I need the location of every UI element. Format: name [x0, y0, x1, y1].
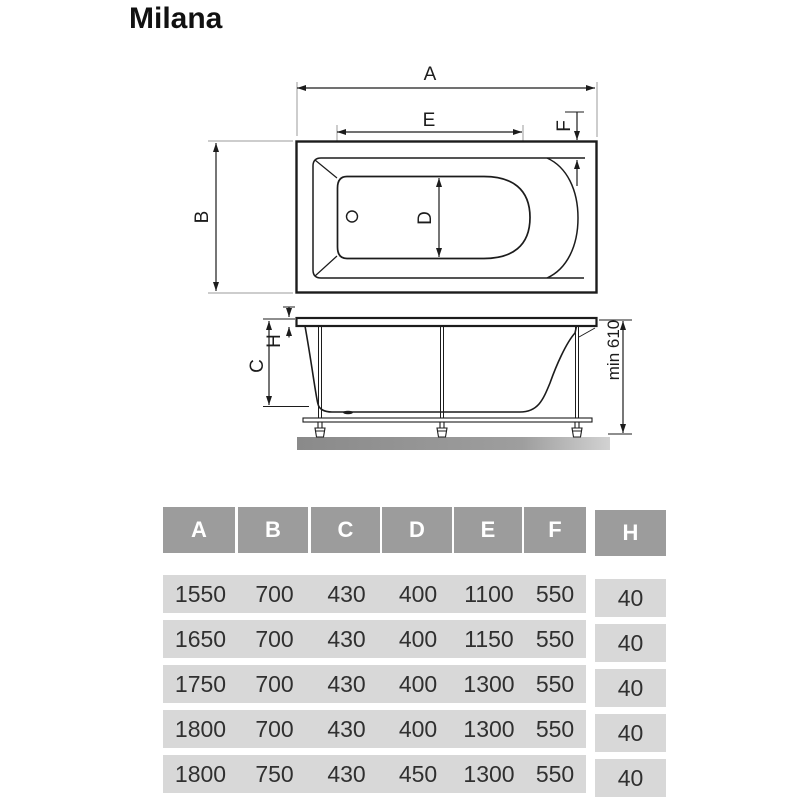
- frame-brace: [579, 328, 595, 337]
- cell-h: 40: [595, 624, 666, 662]
- cell-h: 40: [595, 714, 666, 752]
- cell-e: 1300: [463, 715, 515, 742]
- cell-c: 430: [327, 715, 366, 742]
- cell-e: 1300: [463, 760, 515, 787]
- column-header-e: E: [454, 507, 522, 553]
- dim-label-a: A: [423, 64, 437, 85]
- cell-b: 750: [255, 760, 294, 787]
- drain-profile: [343, 411, 353, 414]
- side-view: [247, 307, 632, 450]
- dim-label-f: F: [554, 120, 575, 132]
- outer-rim-rect: [297, 142, 597, 293]
- cell-e: 1100: [464, 580, 514, 607]
- cell-b: 700: [255, 625, 294, 652]
- product-title: Milana: [129, 2, 223, 35]
- dim-label-c: C: [247, 359, 268, 373]
- cell-a: 1550: [174, 580, 227, 607]
- cell-c: 430: [327, 625, 366, 652]
- row-band: [163, 575, 586, 613]
- cell-e: 1150: [464, 625, 514, 652]
- cell-a: 1800: [174, 715, 227, 742]
- cell-f: 550: [535, 580, 575, 607]
- column-header-f: F: [524, 507, 586, 553]
- top-view: [192, 64, 597, 293]
- dim-label-h: H: [264, 334, 285, 348]
- row-band: [163, 665, 586, 703]
- cell-f: 550: [535, 715, 575, 742]
- cell-h: 40: [595, 669, 666, 707]
- cell-c: 430: [327, 670, 366, 697]
- table-row: [163, 755, 666, 793]
- cell-h: 40: [595, 579, 666, 617]
- cell-f: 550: [535, 670, 575, 697]
- cell-f: 550: [535, 625, 575, 652]
- cell-b: 700: [255, 670, 294, 697]
- adjustable-feet: [315, 422, 582, 437]
- cell-d: 400: [398, 670, 438, 697]
- cell-b: 700: [255, 715, 294, 742]
- ground: [297, 437, 610, 450]
- bottom-rail: [303, 418, 592, 422]
- row-band: [163, 710, 586, 748]
- cell-d: 400: [398, 715, 438, 742]
- rim-profile-bar: [297, 318, 597, 326]
- cell-a: 1750: [174, 670, 227, 697]
- table-header-row: [163, 507, 666, 553]
- dimensions-table: [163, 507, 666, 800]
- table-row: [163, 575, 666, 613]
- cell-h: 40: [595, 759, 666, 797]
- table-row: [163, 620, 666, 658]
- cell-c: 430: [327, 580, 366, 607]
- row-band: [163, 755, 586, 793]
- cell-d: 450: [398, 760, 438, 787]
- table-row: [163, 710, 666, 748]
- cell-d: 400: [398, 580, 438, 607]
- cell-a: 1650: [174, 625, 227, 652]
- column-header-a: A: [163, 507, 235, 553]
- cell-a: 1800: [174, 760, 227, 787]
- dim-label-e: E: [422, 110, 436, 131]
- cell-e: 1300: [463, 670, 515, 697]
- column-header-b: B: [238, 507, 308, 553]
- cell-c: 430: [327, 760, 366, 787]
- column-header-h: H: [595, 510, 666, 556]
- dim-label-min610: min 610: [604, 319, 623, 381]
- cell-d: 400: [398, 625, 438, 652]
- cell-f: 550: [535, 760, 575, 787]
- dim-label-d: D: [415, 211, 436, 225]
- row-band: [163, 620, 586, 658]
- dim-label-b: B: [192, 210, 213, 224]
- column-header-c: C: [311, 507, 380, 553]
- column-header-d: D: [382, 507, 452, 553]
- table-row: [163, 665, 666, 703]
- cell-b: 700: [255, 580, 294, 607]
